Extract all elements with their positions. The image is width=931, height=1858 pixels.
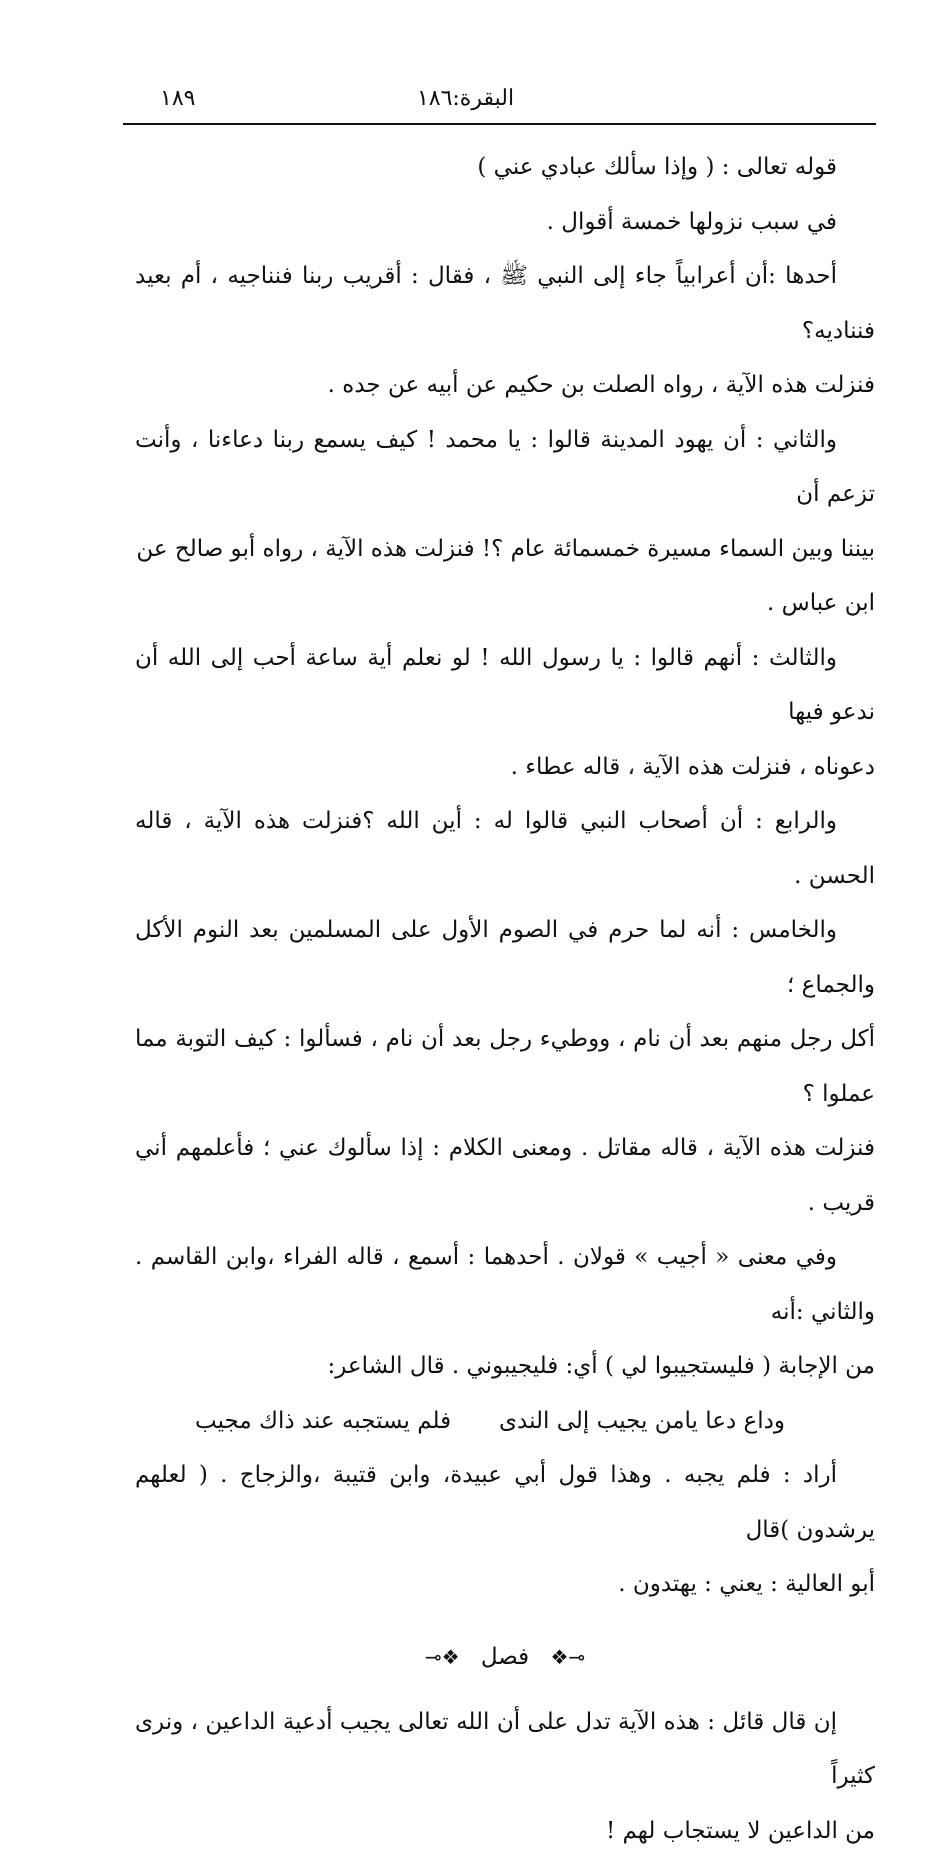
text-line: أبو العالية : يعني : يهتدون . xyxy=(618,1571,875,1597)
text-line: أحدها :أن أعرابياً جاء إلى النبي ﷺ ، فقال : أقريب ربنا فنناجيه ، أم بعيد فنناديه؟ xyxy=(135,263,875,344)
text-line: أكل رجل منهم بعد أن نام ، ووطيء رجل بعد أن نام ، فسألوا : كيف التوبة مما عملوا ؟ xyxy=(135,1026,875,1107)
text-line: من الداعين لا يستجاب لهم ! xyxy=(605,1817,875,1844)
text-line: بيننا وبين السماء مسيرة خمسمائة عام ؟! فنزلت هذه الآية ، رواه أبو صالح عن xyxy=(136,535,875,562)
running-head: البقرة:١٨٦ xyxy=(416,86,515,111)
page-header xyxy=(120,86,811,118)
verse-second-hemistich: فلم يستجبه عند ذاك مجيب xyxy=(195,1407,452,1434)
text-line: ابن عباس . xyxy=(767,590,875,616)
body-text xyxy=(135,140,875,1858)
text-line: في سبب نزولها خمسة أقوال . xyxy=(546,208,837,235)
verse-heading: قوله تعالى : ( وإذا سألك عبادي عني ) xyxy=(477,154,837,180)
text-line: والرابع : أن أصحاب النبي قالوا له : أين الله ؟فنزلت هذه الآية ، قاله الحسن . xyxy=(135,808,875,889)
text-line: وفي معنى « أجيب » قولان . أحدهما : أسمع ، قاله الفراء ،وابن القاسم . والثاني :أنه xyxy=(135,1244,875,1325)
text-line: والثاني : أن يهود المدينة قالوا : يا محمد ! كيف يسمع ربنا دعاءنا ، وأنت تزعم أن xyxy=(135,426,875,507)
section-title: فصل xyxy=(480,1644,530,1671)
text-line: والخامس : أنه لما حرم في الصوم الأول على المسلمين بعد النوم الأكل والجماع ؛ xyxy=(135,917,875,998)
ornament-left-icon: ❖⟜ xyxy=(424,1645,460,1670)
text-line: إن قال قائل : هذه الآية تدل على أن الله تعالى يجيب أدعية الداعين ، ونرى كثيراً xyxy=(135,1708,875,1790)
text-line: من الإجابة ( فليستجيبوا لي ) أي: فليجيبوني . قال الشاعر: xyxy=(327,1353,875,1379)
page-number: ١٨٩ xyxy=(160,86,196,111)
ornament-right-icon: ⊸❖ xyxy=(550,1645,586,1670)
text-line: فنزلت هذه الآية ، قاله مقاتل . ومعنى الكلام : إذا سألوك عني ؛ فأعلمهم أني قريب . xyxy=(135,1135,875,1216)
text-line: والثالث : أنهم قالوا : يا رسول الله ! لو نعلم أية ساعة أحب إلى الله أن ندعو فيها xyxy=(135,644,875,725)
section-divider xyxy=(135,1630,875,1685)
verse-first-hemistich: وداع دعا يامن يجيب إلى الندى xyxy=(499,1407,785,1434)
header-rule xyxy=(123,123,876,125)
poetry-verse xyxy=(135,1394,875,1449)
text-line: فنزلت هذه الآية ، رواه الصلت بن حكيم عن أبيه عن جده . xyxy=(327,372,875,398)
text-line: أراد : فلم يجبه . وهذا قول أبي عبيدة، وابن قتيبة ،والزجاج . ( لعلهم يرشدون )قال xyxy=(135,1462,875,1543)
text-line: دعوناه ، فنزلت هذه الآية ، قاله عطاء . xyxy=(510,753,875,780)
